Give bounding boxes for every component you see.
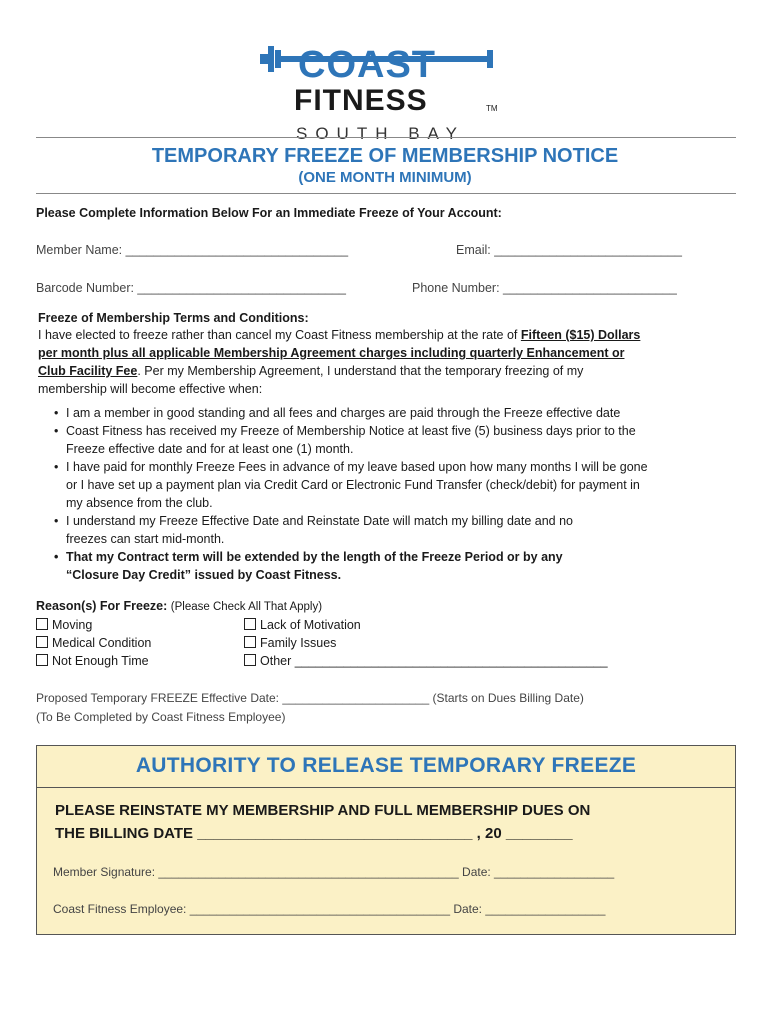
terms-heading: Freeze of Membership Terms and Conditions: [38,311,309,325]
reason-family-checkbox[interactable]: Family Issues [244,635,336,652]
instructions: Please Complete Information Below For an Immediate Freeze of Your Account: [36,206,502,220]
reasons-heading: Reason(s) For Freeze: (Please Check All That Apply) [36,599,323,613]
email-field[interactable]: Email: ___________________________ [456,243,682,257]
terms-bullet-continued: my absence from the club. [66,496,213,510]
terms-bullet-continued: “Closure Day Credit” issued by Coast Fitness. [66,568,342,582]
member-name-field[interactable]: Member Name: ________________________________ [36,243,349,257]
page-title: TEMPORARY FREEZE OF MEMBERSHIP NOTICE [151,145,619,167]
reason-motivation-checkbox[interactable]: Lack of Motivation [244,617,361,634]
reason-moving-checkbox[interactable]: Moving [36,617,92,634]
terms-paragraph-line: membership will become effective when: [38,382,263,396]
terms-paragraph-line: Club Facility Fee. Per my Membership Agreement, I understand that the temporary freezing of my [38,364,584,378]
proposed-date-field[interactable]: Proposed Temporary FREEZE Effective Date: ______________________ (Starts on Dues Billing Date) [36,691,584,705]
reason-time-checkbox[interactable]: Not Enough Time [36,653,149,670]
logo-fitness: FITNESS [294,84,428,117]
divider [36,193,736,194]
phone-field[interactable]: Phone Number: _________________________ [412,281,677,295]
authority-title: AUTHORITY TO RELEASE TEMPORARY FREEZE [135,754,637,777]
logo-tm: TM [486,104,498,113]
proposed-date-note: (To Be Completed by Coast Fitness Employee) [36,710,286,724]
barcode-field[interactable]: Barcode Number: ______________________________ [36,281,346,295]
terms-bullet: • I have paid for monthly Freeze Fees in advance of my leave based upon how many months I will be gone [54,460,648,474]
terms-bullet-continued: or I have set up a payment plan via Credit Card or Electronic Fund Transfer (check/debit) for payment in [66,478,640,492]
terms-bullet: • That my Contract term will be extended by the length of the Freeze Period or by any [54,550,563,564]
terms-bullet-continued: freezes can start mid-month. [66,532,225,546]
reason-other-checkbox[interactable]: Other _____________________________________________ [244,653,608,670]
page-subtitle: (ONE MONTH MINIMUM) [298,169,472,186]
reinstate-line-1: PLEASE REINSTATE MY MEMBERSHIP AND FULL MEMBERSHIP DUES ON [55,802,591,819]
terms-bullet: • Coast Fitness has received my Freeze of Membership Notice at least five (5) business days prior to the [54,424,636,438]
divider [37,787,735,788]
billing-date-field[interactable]: THE BILLING DATE _________________________________ , 20 ________ [55,825,573,842]
member-signature-field[interactable]: Member Signature: _____________________________________________ Date: __________________ [53,865,615,879]
terms-bullet: • I am a member in good standing and all fees and charges are paid through the Freeze effective date [54,406,621,420]
employee-signature-field[interactable]: Coast Fitness Employee: _______________________________________ Date: __________________ [53,902,606,916]
logo-location: SOUTH BAY [296,124,465,143]
divider [36,137,736,138]
terms-paragraph-line: I have elected to freeze rather than cancel my Coast Fitness membership at the rate of Fifteen ($15) Dollars [38,328,641,342]
terms-bullet: • I understand my Freeze Effective Date and Reinstate Date will match my billing date and no [54,514,573,528]
authority-section [36,745,736,935]
logo-coast: COAST [298,44,436,86]
terms-bullet-continued: Freeze effective date and for at least one (1) month. [66,442,354,456]
terms-paragraph-line: per month plus all applicable Membership Agreement charges including quarterly Enhancement or [38,346,625,360]
reason-medical-checkbox[interactable]: Medical Condition [36,635,151,652]
logo [0,24,770,143]
